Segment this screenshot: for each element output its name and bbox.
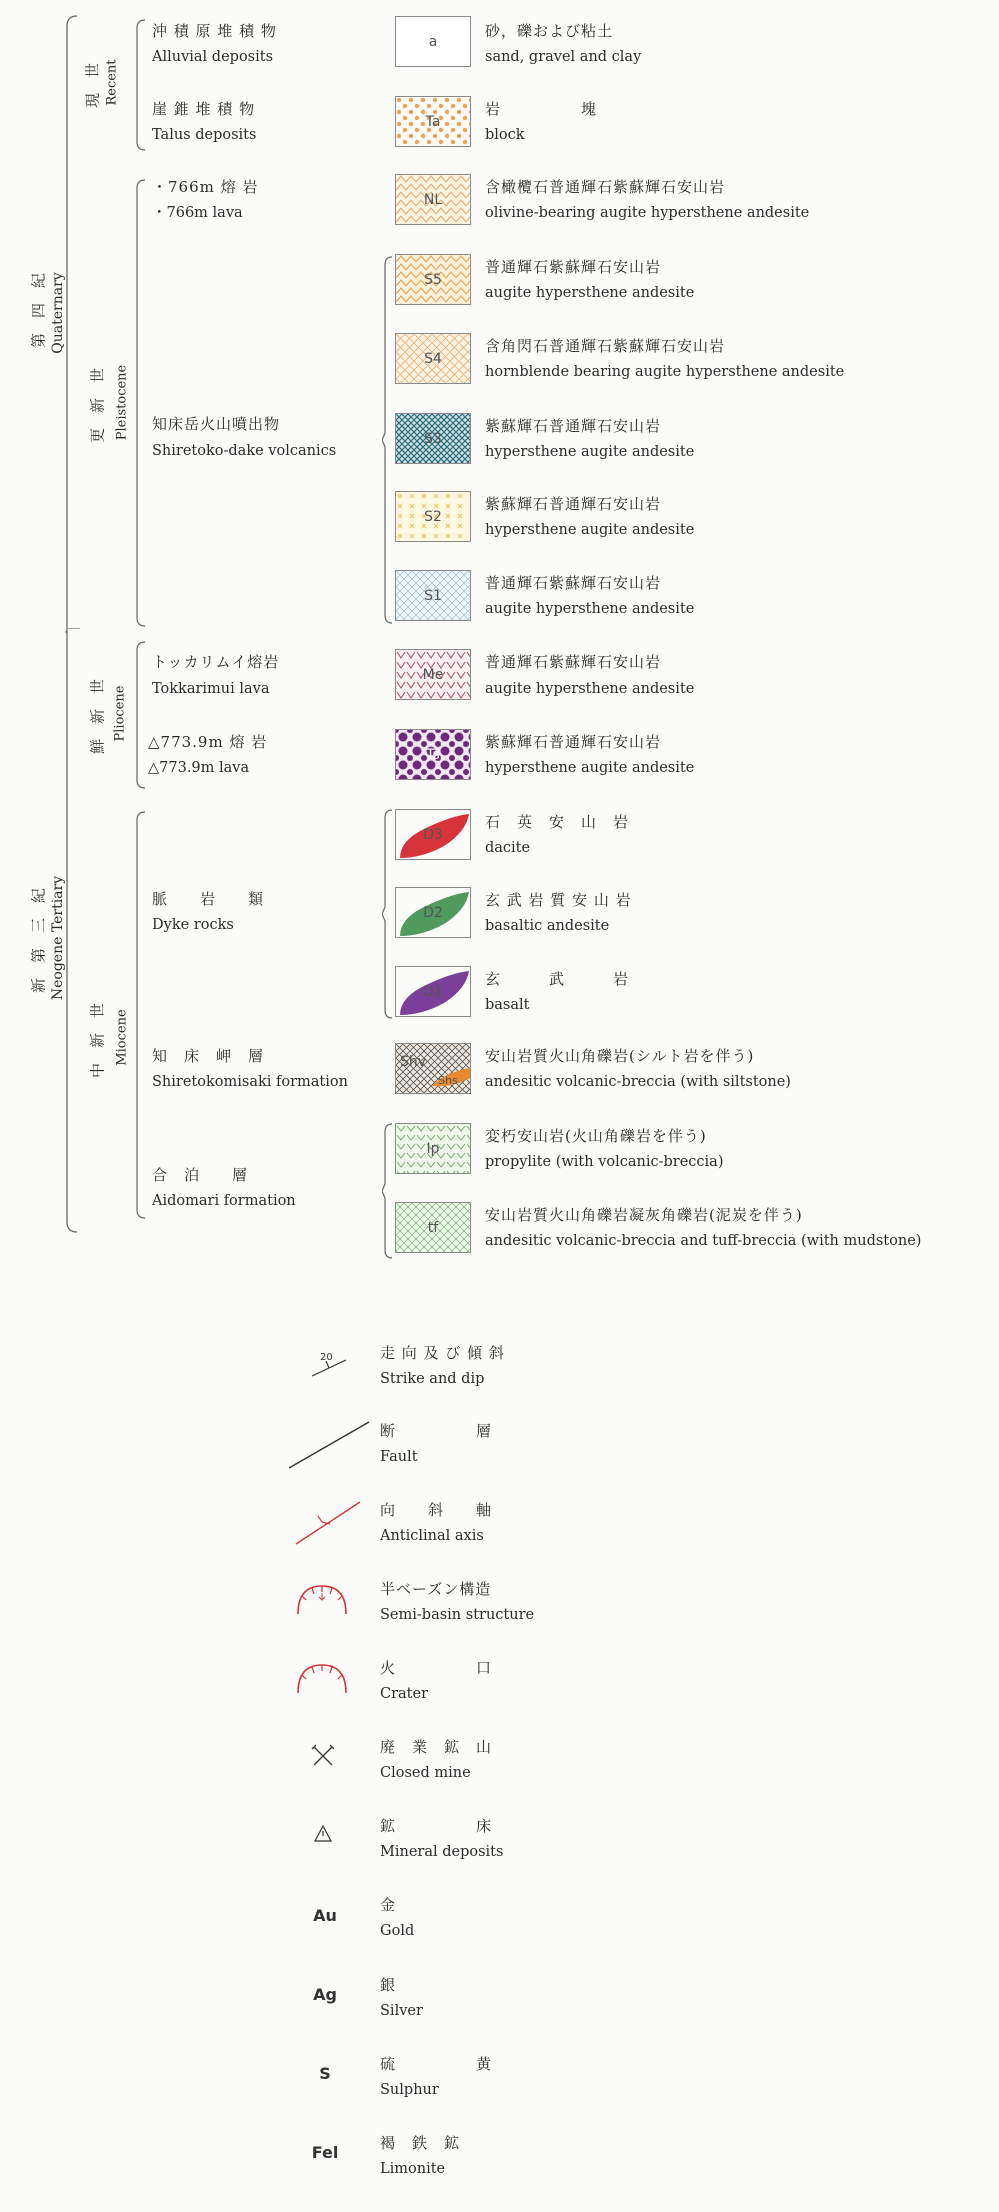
tokkarimui-en: Tokkarimui lava [152,681,270,697]
unit-swatch-ts [395,729,471,780]
symbol-label-jp: 銀 [380,1976,397,1994]
neogene-jp: 新 第 三 紀 [29,888,48,994]
alluvial-jp: 沖 積 原 堆 積 物 [152,22,277,40]
period-divider [68,628,80,638]
strike-dip-icon [300,1346,360,1386]
recent-jp: 現 世 [83,63,102,109]
unit-code: D3 [423,826,443,843]
symbol-label-en: Fault [380,1449,418,1465]
unit-code-secondary: Shs [438,1074,458,1087]
symbol-label-jp: 断 層 [380,1422,493,1440]
symbol-label-jp: 向 斜 軸 [380,1501,493,1519]
unit-label-jp: 変朽安山岩(火山角礫岩を伴う) [485,1127,707,1145]
unit-code: S1 [424,587,442,604]
pleistocene-en: Pleistocene [114,364,130,441]
unit-label-en: basaltic andesite [485,918,610,934]
unit-label-jp: 玄 武 岩 [485,970,630,988]
unit-swatch-nl [395,174,471,225]
shiretoko-brace [382,255,394,625]
unit-swatch-ta [395,96,471,147]
unit-label-jp: 岩 塊 [485,100,598,118]
unit-code: NL [423,191,443,208]
unit-swatch-ip [395,1123,471,1174]
silver-symbol: Ag [313,1985,337,2004]
unit-code: D1 [423,983,443,1000]
unit-label-jp: 含橄欖石普通輝石紫蘇輝石安山岩 [485,178,726,196]
closed-mine-icon [300,1737,360,1777]
miocene-bracket [135,810,147,1220]
unit-label-en: andesitic volcanic-breccia (with siltstone) [485,1074,791,1090]
symbol-label-jp: 鉱 床 [380,1817,493,1835]
lava773-jp: △773.9m 熔 岩 [148,733,268,751]
lava766-en: ・766m lava [152,205,243,221]
unit-label-jp: 紫蘇輝石普通輝石安山岩 [485,495,662,513]
unit-label-en: hypersthene augite andesite [485,522,695,538]
unit-swatch-s2 [395,491,471,542]
anticlinal-axis-icon [292,1498,366,1548]
symbol-label-en: Semi-basin structure [380,1607,535,1623]
unit-label-jp: 普通輝石紫蘇輝石安山岩 [485,653,662,671]
unit-label-jp: 普通輝石紫蘇輝石安山岩 [485,574,662,592]
semi-basin-icon [292,1578,352,1618]
tokkarimui-jp: トッカリムイ熔岩 [152,653,280,671]
unit-code: D2 [423,904,443,921]
unit-code: S3 [424,430,442,447]
alluvial-en: Alluvial deposits [152,49,274,65]
unit-label-en: block [485,127,525,143]
unit-swatch-a [395,16,471,67]
limonite-symbol: Fel [311,2143,339,2162]
unit-label-en: augite hypersthene andesite [485,601,695,617]
symbol-label-jp: 褐 鉄 鉱 [380,2134,461,2152]
unit-label-en: hypersthene augite andesite [485,444,695,460]
unit-swatch-d2 [395,887,471,938]
symbol-label-en: Mineral deposits [380,1844,504,1860]
unit-label-en: augite hypersthene andesite [485,285,695,301]
aidomari-brace [382,1122,394,1260]
mineral-deposit-icon [300,1816,360,1856]
unit-label-en: andesitic volcanic-breccia and tuff-breccia (with mudstone) [485,1233,922,1249]
unit-label-en: dacite [485,840,531,856]
unit-label-en: augite hypersthene andesite [485,681,695,697]
shiretokomisaki-jp: 知 床 岬 層 [152,1047,265,1065]
symbol-label-en: Anticlinal axis [380,1528,484,1544]
aidomari-en: Aidomari formation [152,1193,296,1209]
unit-swatch-s3 [395,413,471,464]
unit-label-en: olivine-bearing augite hypersthene andesite [485,205,810,221]
unit-code: Ta [425,113,441,130]
unit-swatch-s4 [395,333,471,384]
pliocene-en: Pliocene [112,685,128,742]
symbol-label-jp: 金 [380,1896,397,1914]
crater-icon [292,1657,352,1697]
quaternary-jp: 第 四 紀 [29,273,48,349]
unit-label-jp: 普通輝石紫蘇輝石安山岩 [485,258,662,276]
symbol-label-en: Gold [380,1923,415,1939]
gold-symbol: Au [313,1906,337,1925]
symbol-label-en: Closed mine [380,1765,471,1781]
symbol-label-jp: 廃 業 鉱 山 [380,1738,493,1756]
dyke-en: Dyke rocks [152,917,234,933]
unit-label-jp: 含角閃石普通輝石紫蘇輝石安山岩 [485,337,726,355]
symbol-label-en: Strike and dip [380,1371,485,1387]
unit-code: S2 [424,508,442,525]
symbol-label-en: Crater [380,1686,429,1702]
pleistocene-jp: 更 新 世 [88,368,107,444]
unit-swatch-s5 [395,254,471,305]
unit-code: S4 [424,350,442,367]
unit-label-en: sand, gravel and clay [485,49,642,65]
miocene-jp: 中 新 世 [88,1003,107,1079]
lava773-en: △773.9m lava [148,760,250,776]
recent-bracket [135,18,147,152]
unit-code: Me [422,666,444,683]
unit-swatch-sh [395,1043,471,1094]
shiretoko-en: Shiretoko-dake volcanics [152,443,337,459]
unit-label-en: hornblende bearing augite hypersthene andesite [485,364,845,380]
shiretoko-jp: 知床岳火山噴出物 [152,415,281,433]
symbol-label-en: Silver [380,2003,423,2019]
dyke-brace [382,808,394,1020]
aidomari-jp: 合 泊 層 [152,1166,249,1184]
unit-label-jp: 安山岩質火山角礫岩凝灰角礫岩(泥炭を伴う) [485,1206,803,1224]
period-bracket [65,14,79,1234]
unit-label-jp: 石 英 安 山 岩 [485,813,630,831]
unit-code: Shv [399,1054,427,1070]
miocene-en: Miocene [114,1009,130,1066]
unit-code: S5 [424,271,442,288]
unit-code: a [428,33,438,50]
pleistocene-bracket [135,178,147,628]
symbol-label-en: Sulphur [380,2082,439,2098]
unit-swatch-d1 [395,966,471,1017]
unit-label-jp: 安山岩質火山角礫岩(シルト岩を伴う) [485,1047,755,1065]
unit-label-jp: 紫蘇輝石普通輝石安山岩 [485,417,662,435]
unit-swatch-me [395,649,471,700]
recent-en: Recent [104,59,120,106]
unit-label-en: propylite (with volcanic-breccia) [485,1154,724,1170]
unit-label-jp: 玄 武 岩 質 安 山 岩 [485,891,632,909]
unit-label-en: hypersthene augite andesite [485,760,695,776]
unit-label-en: basalt [485,997,530,1013]
symbol-label-jp: 硫 黄 [380,2055,493,2073]
unit-code: Ts [426,746,440,763]
pliocene-jp: 鮮 新 世 [88,679,107,755]
dyke-jp: 脈 岩 類 [152,890,265,908]
unit-label-jp: 砂，礫および粘土 [485,22,614,40]
symbol-label-jp: 走 向 及 び 傾 斜 [380,1344,505,1362]
unit-swatch-d3 [395,809,471,860]
unit-swatch-tf [395,1202,471,1253]
symbol-label-en: Limonite [380,2161,446,2177]
shiretokomisaki-en: Shiretokomisaki formation [152,1074,348,1090]
unit-swatch-s1 [395,570,471,621]
talus-jp: 崖 錐 堆 積 物 [152,100,256,118]
neogene-en: Neogene Tertiary [50,875,66,1001]
fault-icon [285,1418,375,1473]
symbol-label-jp: 半ベーズン構造 [380,1580,492,1598]
talus-en: Talus deposits [152,127,257,143]
unit-code: Ip [426,1140,440,1157]
unit-code: tf [427,1219,439,1236]
quaternary-en: Quaternary [50,272,66,354]
symbol-label-jp: 火 口 [380,1659,493,1677]
unit-label-jp: 紫蘇輝石普通輝石安山岩 [485,733,662,751]
pliocene-bracket [135,640,147,790]
lava766-jp: ・766m 熔 岩 [152,178,259,196]
strike-dip-value: 20 [320,1352,333,1363]
sulphur-symbol: S [319,2064,331,2083]
